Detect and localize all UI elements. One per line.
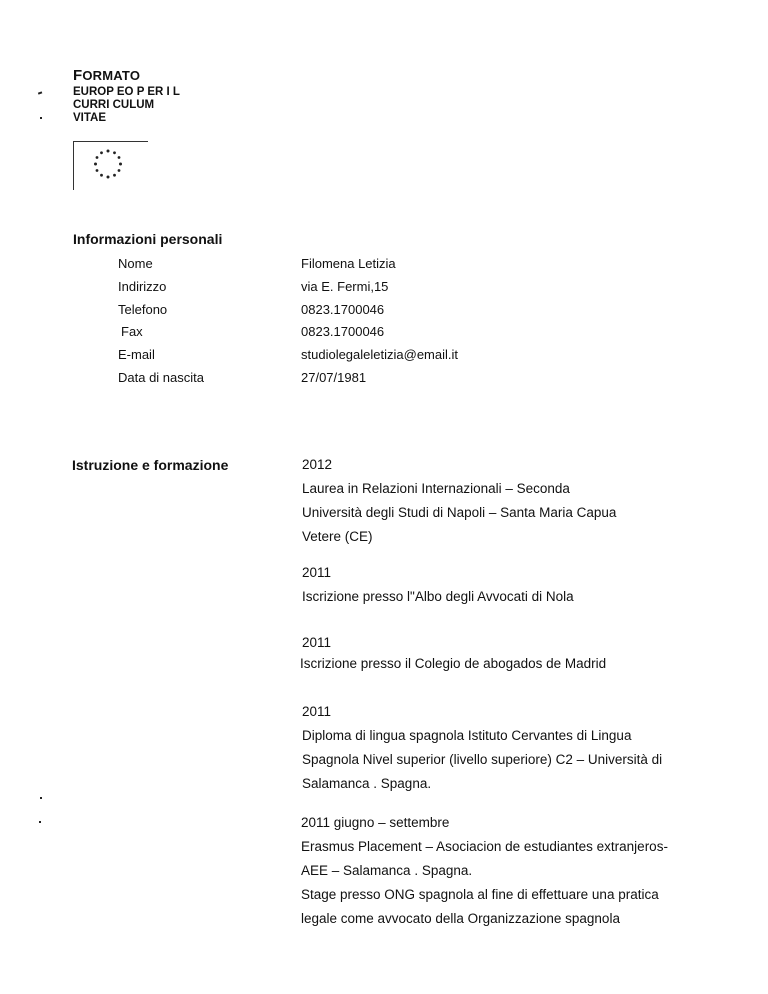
- label-email: E-mail: [118, 347, 155, 362]
- edu-entry-line: Stage presso ONG spagnola al fine di effettuare una pratica: [301, 887, 659, 902]
- scan-mark: [40, 797, 42, 799]
- edu-entry-year: 2011 giugno – settembre: [301, 815, 450, 830]
- label-data-nascita: Data di nascita: [118, 370, 204, 385]
- scan-mark: [38, 91, 42, 94]
- label-fax: Fax: [121, 324, 143, 339]
- edu-entry-line: Erasmus Placement – Asociacion de estudiantes extranjeros-: [301, 839, 668, 854]
- value-indirizzo: via E. Fermi,15: [301, 279, 389, 294]
- scan-mark: [40, 117, 42, 119]
- edu-entry-line: legale come avvocato della Organizzazione spagnola: [301, 911, 620, 926]
- section-heading-personal: Informazioni personali: [73, 231, 223, 247]
- edu-entry-line: Iscrizione presso l"Albo degli Avvocati di Nola: [302, 589, 574, 604]
- value-email: studiolegaleletizia@email.it: [301, 347, 458, 362]
- edu-entry-year: 2011: [302, 565, 332, 580]
- value-nome: Filomena Letizia: [301, 256, 396, 271]
- cv-format-line-vitae: VITAE: [73, 112, 107, 124]
- edu-entry-year: 2011: [302, 704, 332, 719]
- edu-entry-line: Università degli Studi di Napoli – Santa Maria Capua: [302, 505, 617, 520]
- label-telefono: Telefono: [118, 302, 168, 317]
- eu-stars-icon: [88, 147, 128, 187]
- eu-logo: [73, 141, 148, 190]
- edu-entry-line: Laurea in Relazioni Internazionali – Seconda: [302, 481, 570, 496]
- value-fax: 0823.1700046: [301, 324, 385, 339]
- edu-entry-line: AEE – Salamanca . Spagna.: [301, 863, 473, 878]
- section-heading-education: Istruzione e formazione: [72, 457, 229, 473]
- edu-entry-line: Diploma di lingua spagnola Istituto Cervantes di Lingua: [302, 728, 632, 743]
- scan-mark: [39, 821, 41, 823]
- edu-entry-line: Vetere (CE): [302, 529, 373, 544]
- edu-entry-line: Spagnola Nivel superior (livello superiore) C2 – Università di: [302, 752, 663, 767]
- value-telefono: 0823.1700046: [301, 302, 385, 317]
- label-indirizzo: Indirizzo: [118, 279, 167, 294]
- label-nome: Nome: [118, 256, 153, 271]
- cv-format-line-curriculum: CURRI CULUM: [73, 99, 155, 111]
- edu-entry-line: Salamanca . Spagna.: [302, 776, 432, 791]
- edu-entry-year: 2011: [302, 635, 332, 650]
- cv-format-title: FORMATO: [73, 67, 141, 84]
- value-data-nascita: 27/07/1981: [301, 370, 367, 385]
- cv-format-line-europeo: EUROP EO P ER I L: [73, 86, 180, 98]
- edu-entry-year: 2012: [302, 457, 333, 472]
- edu-entry-line: Iscrizione presso il Colegio de abogados de Madrid: [300, 656, 607, 671]
